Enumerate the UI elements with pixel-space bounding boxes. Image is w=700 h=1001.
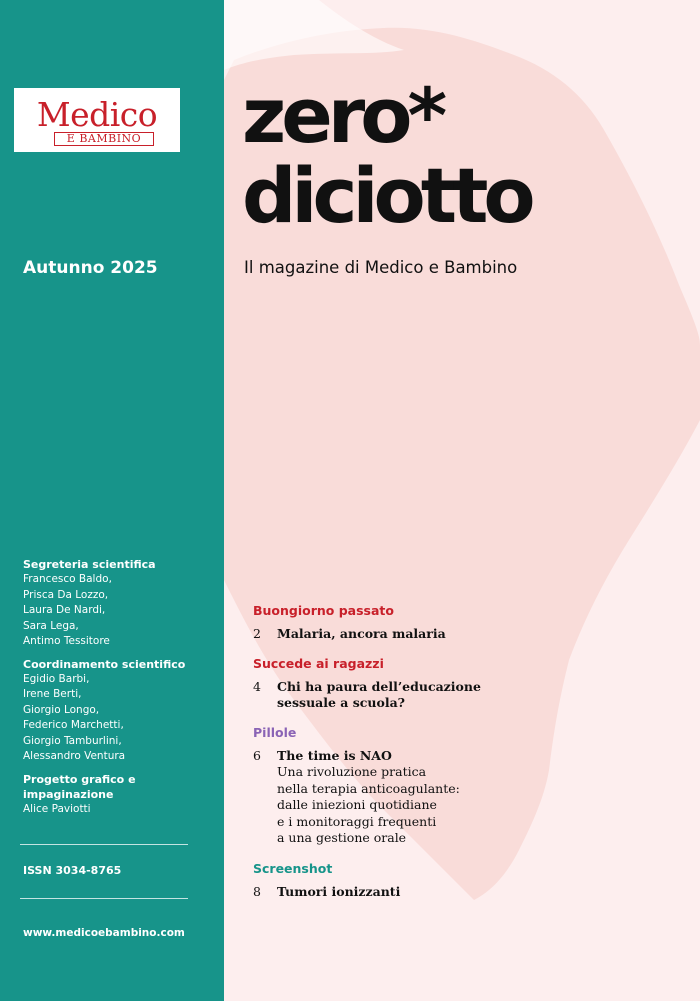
credit-name: Prisca Da Lozzo, [23, 588, 109, 601]
magazine-title-line1: zero* [242, 71, 443, 160]
credits-heading: Segreteria scientifica [23, 558, 156, 571]
table-of-contents [253, 602, 673, 913]
toc-page-number: 8 [253, 883, 261, 899]
credit-name: Alessandro Ventura [23, 750, 126, 762]
logo-bambino-text: E BAMBINO [54, 132, 154, 146]
magazine-subtitle: Il magazine di Medico e Bambino [244, 258, 518, 277]
medico-e-bambino-logo [14, 88, 180, 152]
toc-article-title: sessuale a scuola? [277, 695, 406, 710]
toc-page-number: 2 [253, 626, 261, 641]
credit-name: Francesco Baldo, [23, 573, 112, 585]
toc-entry[interactable] [253, 679, 673, 711]
toc-page-number: 6 [253, 748, 261, 763]
toc-section [253, 602, 673, 642]
credit-name: Antimo Tessitore [23, 635, 110, 647]
toc-entry[interactable] [253, 884, 673, 900]
toc-entry[interactable] [253, 626, 673, 642]
toc-article-title: Chi ha paura dell’educazione [277, 679, 481, 694]
toc-article-title: The time is NAO [277, 748, 392, 763]
logo-medico-text: Medico [36, 95, 158, 134]
credits-heading: Coordinamento scientifico [23, 657, 186, 671]
toc-section [253, 655, 673, 711]
credit-name: Irene Berti, [23, 688, 82, 700]
divider [20, 844, 188, 845]
toc-section [253, 860, 673, 900]
credit-name: Laura De Nardi, [23, 604, 106, 616]
toc-entry[interactable] [253, 748, 673, 847]
website-link[interactable]: www.medicoebambino.com [23, 927, 185, 939]
issue-season: Autunno 2025 [23, 258, 158, 278]
toc-article-title: Tumori ionizzanti [277, 883, 401, 899]
credits-heading: Progetto grafico e impaginazione [23, 772, 136, 801]
toc-section-title: Pillole [253, 725, 297, 740]
toc-article-title: Malaria, ancora malaria [277, 626, 446, 641]
credit-name: Federico Marchetti, [23, 719, 124, 731]
credit-name: Alice Paviotti [23, 802, 91, 815]
toc-article-description: nella terapia anticoagulante: [277, 780, 460, 796]
toc-section-title: Screenshot [253, 860, 333, 876]
toc-page-number: 4 [253, 679, 261, 694]
magazine-title-line2: diciotto [242, 151, 531, 240]
credits-progetto [23, 772, 213, 818]
toc-article-description: a una gestione orale [277, 830, 407, 845]
issn: ISSN 3034-8765 [23, 864, 122, 877]
divider [20, 898, 188, 899]
toc-section [253, 724, 673, 847]
cover-main [224, 0, 700, 1001]
sidebar [0, 0, 224, 1001]
credit-name: Egidio Barbi, [23, 672, 90, 685]
toc-section-title: Buongiorno passato [253, 603, 394, 618]
toc-article-description: Una rivoluzione pratica [277, 764, 427, 779]
credit-name: Giorgio Tamburlini, [23, 734, 122, 747]
credits-coordinamento [23, 657, 213, 765]
credits-segreteria [23, 557, 213, 650]
toc-article-description: e i monitoraggi frequenti [277, 813, 437, 829]
toc-section-title: Succede ai ragazzi [253, 656, 384, 671]
credit-name: Giorgio Longo, [23, 703, 100, 716]
credit-name: Sara Lega, [23, 619, 79, 632]
credits [23, 557, 213, 824]
toc-article-description: dalle iniezioni quotidiane [277, 797, 437, 812]
